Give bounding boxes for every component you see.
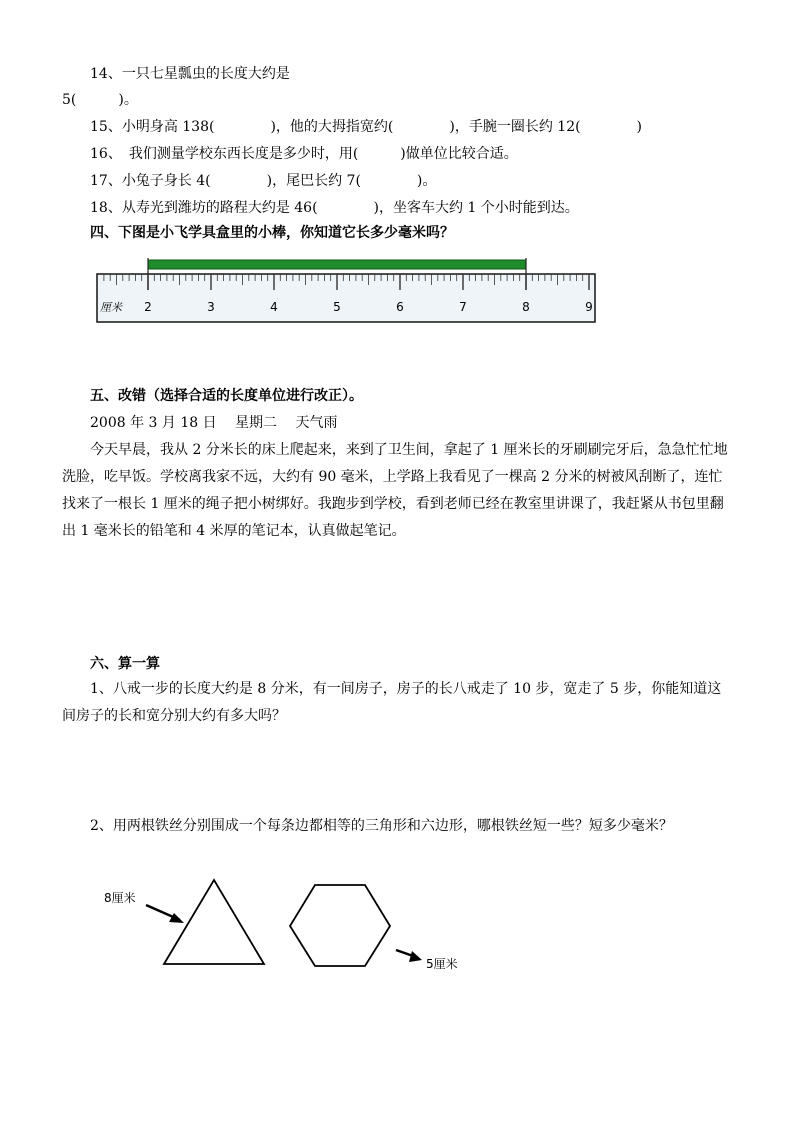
ruler-tick-label: 9	[585, 300, 593, 314]
hexagon-shape	[290, 885, 390, 966]
ruler-unit-label: 厘米	[100, 301, 122, 314]
ruler-tick-label: 8	[522, 300, 530, 314]
ruler-tick-label: 3	[207, 300, 215, 314]
section-6-question-2: 2、用两根铁丝分别围成一个每条边都相等的三角形和六边形，哪根铁丝短一些？短多少毫米？	[90, 818, 673, 834]
ruler-tick-label: 7	[459, 300, 467, 314]
hexagon-side-label: 5厘米	[426, 957, 458, 971]
ruler-figure	[96, 256, 598, 326]
ruler-body	[97, 274, 595, 322]
question-15: 15、小明身高 138( )，他的大拇指宽约( )，手腕一圈长约 12( )	[90, 119, 643, 135]
ruler-tick-label: 2	[144, 300, 152, 314]
section-4-title: 四、下图是小飞学具盒里的小棒，你知道它长多少毫米吗？	[90, 225, 454, 241]
triangle-side-label: 8厘米	[104, 891, 136, 905]
section-6-question-1: 1、八戒一步的长度大约是 8 分米，有一间房子，房子的长八戒走了 10 步，宽走了 5 步，你能知道这间房子的长和宽分别大约有多大吗？	[62, 681, 722, 724]
section-5-title: 五、改错（选择合适的长度单位进行改正）。	[90, 388, 363, 404]
hexagon-arrow-head	[409, 951, 422, 962]
question-14-line2: 5( )。	[62, 92, 138, 108]
diary-paragraph: 今天早晨，我从 2 分米长的床上爬起来，来到了卫生间，拿起了 1 厘米长的牙刷刷完牙后，急急忙忙地洗脸，吃早饭。学校离我家不远，大约有 90 毫米，上学路上我看见了一棵高 2 分米的树被风刮断了，连忙找来了一根长 1 厘米的绳子把小树绑好。我跑步到学校，看到老师已经在教室里讲课了，我赶紧从书包里翻出 1 毫米长的铅笔和 4 米厚的笔记本，认真做起笔记。	[62, 442, 728, 539]
section-6-title: 六、算一算	[90, 656, 160, 672]
stick-bar	[148, 260, 526, 269]
ruler-tick-label: 5	[333, 300, 341, 314]
diary-date: 2008 年 3 月 18 日 星期二 天气雨	[90, 415, 338, 431]
question-16: 16、 我们测量学校东西长度是多少时，用( )做单位比较合适。	[90, 146, 518, 162]
ruler-tick-label: 4	[270, 300, 278, 314]
question-14-line1: 14、一只七星瓢虫的长度大约是	[90, 66, 290, 82]
question-17: 17、小兔子身长 4( )，尾巴长约 7( )。	[90, 173, 437, 189]
question-18: 18、从寿光到潍坊的路程大约是 46( )，坐客车大约 1 个小时能到达。	[90, 200, 579, 216]
triangle-arrow-head	[169, 913, 184, 923]
ruler-tick-label: 6	[396, 300, 404, 314]
shapes-figure	[96, 870, 496, 980]
